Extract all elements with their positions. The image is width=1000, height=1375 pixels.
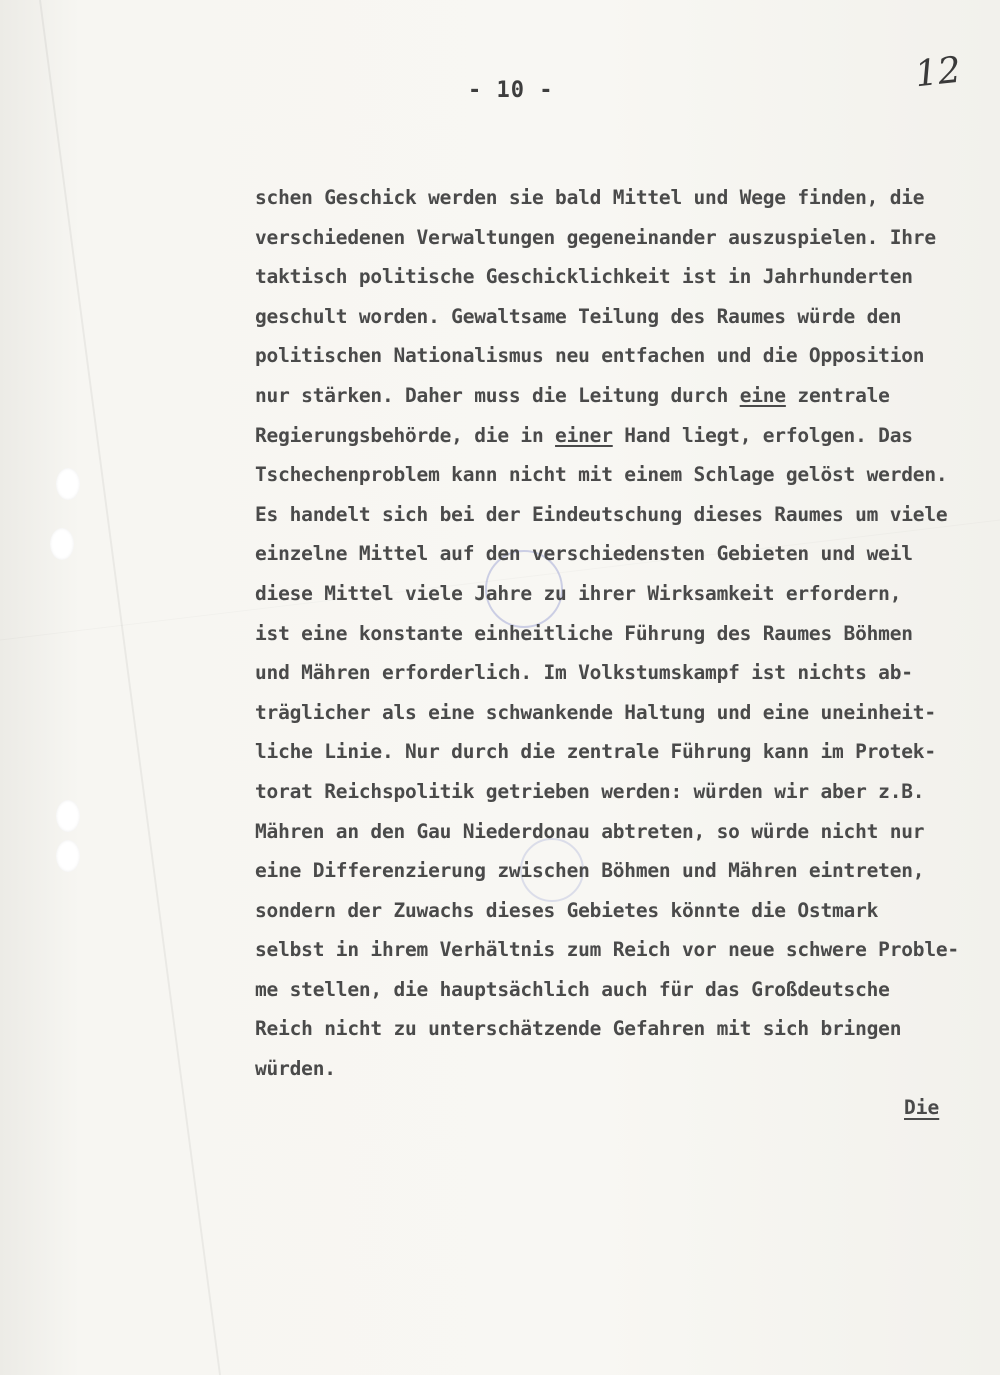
text-line: einzelne Mittel auf den verschiedensten Gebieten und weil xyxy=(255,542,913,566)
text-line: politischen Nationalismus neu entfachen und die Opposition xyxy=(255,344,925,368)
text-line: Es handelt sich bei der Eindeutschung dieses Raumes um viele xyxy=(255,502,948,526)
page-number: - 10 - xyxy=(468,78,554,103)
text-line: taktisch politische Geschicklichkeit ist in Jahrhunderten xyxy=(255,265,913,289)
text-line: träglicher als eine schwankende Haltung und eine uneinheit- xyxy=(255,700,936,724)
text-line: würden. xyxy=(255,1057,336,1081)
text-line: liche Linie. Nur durch die zentrale Führung kann im Protek- xyxy=(255,740,936,764)
text-line: sondern der Zuwachs dieses Gebietes könnte die Ostmark xyxy=(255,898,879,922)
text-line: Mähren an den Gau Niederdonau abtreten, so würde nicht nur xyxy=(255,819,925,843)
body-text xyxy=(255,178,995,1089)
punch-hole-1 xyxy=(56,468,80,500)
text-line: geschult worden. Gewaltsame Teilung des Raumes würde den xyxy=(255,304,902,328)
text-line-with-underline xyxy=(255,416,995,456)
text-segment: zentrale xyxy=(785,383,890,407)
text-line: ist eine konstante einheitliche Führung des Raumes Böhmen xyxy=(255,621,913,645)
underlined-word: eine xyxy=(739,383,786,407)
text-line: me stellen, die hauptsächlich auch für das Großdeutsche xyxy=(255,977,890,1001)
folio-number: 12 xyxy=(912,49,963,96)
punch-hole-3 xyxy=(56,800,80,832)
text-line: Tschechenproblem kann nicht mit einem Schlage gelöst werden. xyxy=(255,463,948,487)
text-line: torat Reichspolitik getrieben werden: würden wir aber z.B. xyxy=(255,779,925,803)
text-line: schen Geschick werden sie bald Mittel und Wege finden, die xyxy=(255,186,925,209)
catchword: Die xyxy=(904,1096,940,1119)
text-line: eine Differenzierung zwischen Böhmen und Mähren eintreten, xyxy=(255,859,925,883)
text-segment: Regierungsbehörde, die in xyxy=(255,423,556,447)
text-segment: nur stärken. Daher muss die Leitung durch xyxy=(255,383,740,407)
punch-hole-2 xyxy=(50,528,74,560)
text-line: diese Mittel viele Jahre zu ihrer Wirksamkeit erfordern, xyxy=(255,581,902,605)
text-line: selbst in ihrem Verhältnis zum Reich vor neue schwere Proble- xyxy=(255,938,959,962)
text-line: Reich nicht zu unterschätzende Gefahren mit sich bringen xyxy=(255,1017,902,1041)
text-segment: Hand liegt, erfolgen. Das xyxy=(612,423,913,447)
punch-hole-4 xyxy=(56,840,80,872)
text-line-with-underline xyxy=(255,376,995,416)
text-line: und Mähren erforderlich. Im Volkstumskampf ist nichts ab- xyxy=(255,661,913,685)
underlined-word: einer xyxy=(555,423,613,447)
text-line: verschiedenen Verwaltungen gegeneinander auszuspielen. Ihre xyxy=(255,225,936,249)
